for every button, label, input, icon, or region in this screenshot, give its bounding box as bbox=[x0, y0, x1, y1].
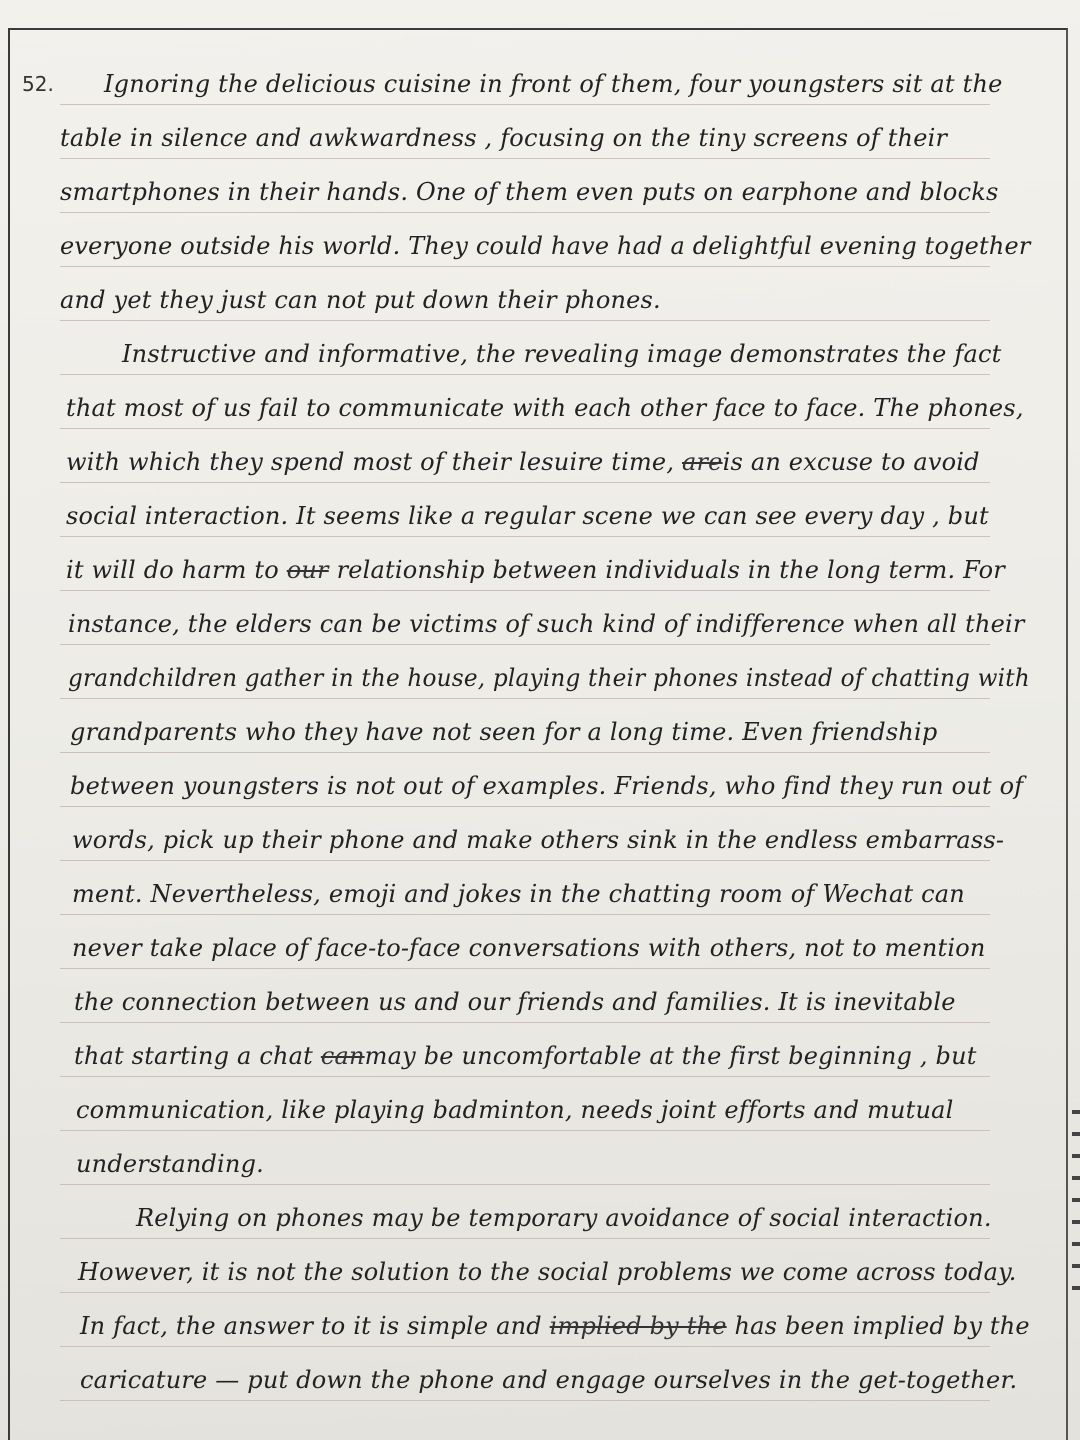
essay-line: instance, the elders can be victims of such kind of indifference when all their bbox=[68, 610, 1025, 638]
ruled-line bbox=[60, 1238, 990, 1239]
essay-line bbox=[66, 448, 980, 476]
binding-marks bbox=[1072, 1110, 1080, 1300]
ruled-line bbox=[60, 1292, 990, 1293]
ruled-line bbox=[60, 1346, 990, 1347]
essay-line: However, it is not the solution to the social problems we come across today. bbox=[78, 1258, 1017, 1286]
question-number: 52. bbox=[22, 72, 54, 96]
ruled-line bbox=[60, 536, 990, 537]
line-text: it will do harm to bbox=[66, 556, 287, 584]
ruled-line bbox=[60, 752, 990, 753]
essay-line: caricature — put down the phone and engage ourselves in the get-together. bbox=[80, 1366, 1018, 1394]
essay-line bbox=[74, 1042, 977, 1070]
crossed-out-word: can bbox=[320, 1042, 365, 1070]
ruled-line bbox=[60, 1022, 990, 1023]
essay-line: that most of us fail to communicate with each other face to face. The phones, bbox=[66, 394, 1024, 422]
line-text: relationship between individuals in the long term. For bbox=[328, 556, 1005, 584]
essay-line: the connection between us and our friends and families. It is inevitable bbox=[74, 988, 956, 1016]
ruled-line bbox=[60, 914, 990, 915]
ruled-line bbox=[60, 1076, 990, 1077]
ruled-line bbox=[60, 644, 990, 645]
crossed-out-word: are bbox=[682, 448, 723, 476]
ruled-line bbox=[60, 158, 990, 159]
ruled-line bbox=[60, 968, 990, 969]
essay-line: smartphones in their hands. One of them even puts on earphone and blocks bbox=[60, 178, 999, 206]
essay-line: grandchildren gather in the house, playing their phones instead of chatting with bbox=[68, 664, 1030, 692]
line-text: with which they spend most of their lesuire time, bbox=[66, 448, 682, 476]
essay-line: ment. Nevertheless, emoji and jokes in the chatting room of Wechat can bbox=[72, 880, 965, 908]
ruled-line bbox=[60, 320, 990, 321]
essay-line bbox=[80, 1312, 1030, 1340]
essay-line: grandparents who they have not seen for a long time. Even friendship bbox=[70, 718, 938, 746]
ruled-line bbox=[60, 590, 990, 591]
ruled-line bbox=[60, 1130, 990, 1131]
ruled-line bbox=[60, 104, 990, 105]
essay-line: and yet they just can not put down their phones. bbox=[60, 286, 661, 314]
ruled-line bbox=[60, 212, 990, 213]
essay-line: between youngsters is not out of examples. Friends, who find they run out of bbox=[70, 772, 1024, 800]
essay-line: Ignoring the delicious cuisine in front of them, four youngsters sit at the bbox=[104, 70, 1003, 98]
crossed-out-word: our bbox=[286, 556, 329, 584]
ruled-line bbox=[60, 698, 990, 699]
ruled-line bbox=[60, 860, 990, 861]
ruled-line bbox=[60, 806, 990, 807]
essay-line: everyone outside his world. They could have had a delightful evening together bbox=[60, 232, 1031, 260]
essay-line: table in silence and awkwardness , focusing on the tiny screens of their bbox=[60, 124, 948, 152]
line-text: may be uncomfortable at the first beginning , but bbox=[364, 1042, 977, 1070]
essay-line: Instructive and informative, the revealing image demonstrates the fact bbox=[122, 340, 1002, 368]
essay-line: social interaction. It seems like a regular scene we can see every day , but bbox=[66, 502, 989, 530]
ruled-line bbox=[60, 266, 990, 267]
essay-line: Relying on phones may be temporary avoidance of social interaction. bbox=[136, 1204, 992, 1232]
ruled-line bbox=[60, 1400, 990, 1401]
line-text: is an excuse to avoid bbox=[722, 448, 980, 476]
essay-line: words, pick up their phone and make others sink in the endless embarrass- bbox=[72, 826, 1005, 854]
essay-line: communication, like playing badminton, needs joint efforts and mutual bbox=[76, 1096, 954, 1124]
line-text: has been implied by the bbox=[726, 1312, 1030, 1340]
line-text: In fact, the answer to it is simple and bbox=[80, 1312, 550, 1340]
essay-line bbox=[66, 556, 1005, 584]
essay-line: never take place of face-to-face conversations with others, not to mention bbox=[72, 934, 986, 962]
line-text: that starting a chat bbox=[74, 1042, 321, 1070]
ruled-line bbox=[60, 482, 990, 483]
crossed-out-word: implied by the bbox=[549, 1312, 727, 1340]
ruled-line bbox=[60, 428, 990, 429]
essay-line: understanding. bbox=[76, 1150, 264, 1178]
ruled-line bbox=[60, 374, 990, 375]
ruled-line bbox=[60, 1184, 990, 1185]
